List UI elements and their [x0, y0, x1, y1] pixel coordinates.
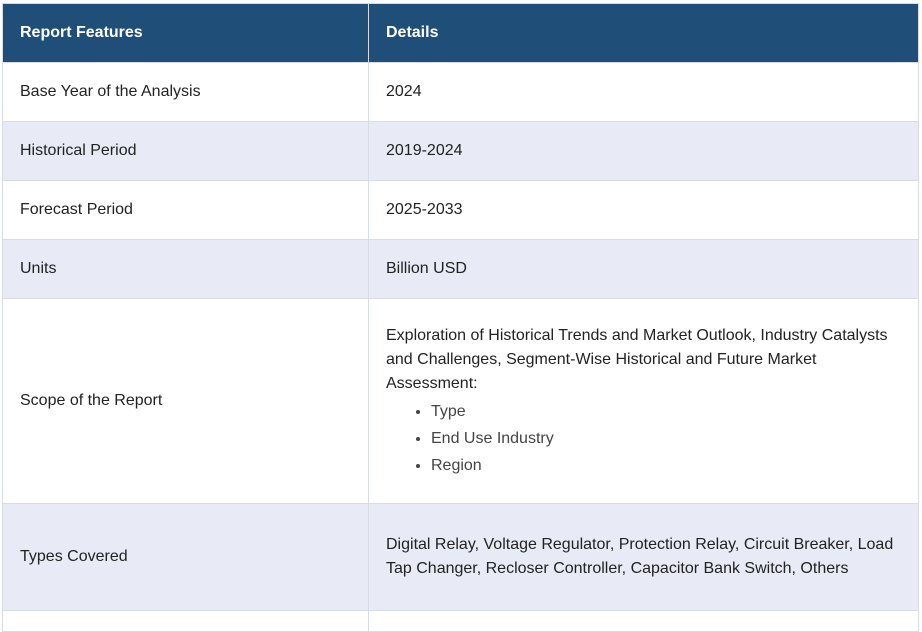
list-item: • End Use Industry — [431, 425, 901, 452]
header-report-features: Report Features — [3, 4, 369, 63]
feature-cell: Units — [3, 240, 369, 299]
table-row — [3, 240, 919, 299]
table-row — [3, 504, 919, 611]
table-header-row — [3, 4, 919, 63]
scope-bullet-list — [386, 398, 901, 479]
detail-cell: 2019-2024 — [369, 122, 919, 181]
detail-cell: Billion USD — [369, 240, 919, 299]
table-row — [3, 122, 919, 181]
feature-cell: Scope of the Report — [3, 299, 369, 504]
detail-cell — [369, 299, 919, 504]
detail-cell — [369, 611, 919, 632]
header-details: Details — [369, 4, 919, 63]
list-item: • Type — [431, 398, 901, 425]
feature-cell: Historical Period — [3, 122, 369, 181]
table-row — [3, 181, 919, 240]
feature-cell: Types Covered — [3, 504, 369, 611]
feature-cell: Forecast Period — [3, 181, 369, 240]
list-item: • Region — [431, 452, 901, 479]
scope-description: Exploration of Historical Trends and Market Outlook, Industry Catalysts and Challenges, Segment-Wise Historical and Future Market Assessment: — [386, 326, 888, 392]
table-row — [3, 63, 919, 122]
detail-cell: 2024 — [369, 63, 919, 122]
report-features-table — [2, 3, 919, 632]
detail-cell: Digital Relay, Voltage Regulator, Protection Relay, Circuit Breaker, Load Tap Changer, Recloser Controller, Capacitor Bank Switch, Others — [369, 504, 919, 611]
detail-cell: 2025-2033 — [369, 181, 919, 240]
table-row — [3, 611, 919, 632]
feature-cell — [3, 611, 369, 632]
table-row — [3, 299, 919, 504]
feature-cell: Base Year of the Analysis — [3, 63, 369, 122]
